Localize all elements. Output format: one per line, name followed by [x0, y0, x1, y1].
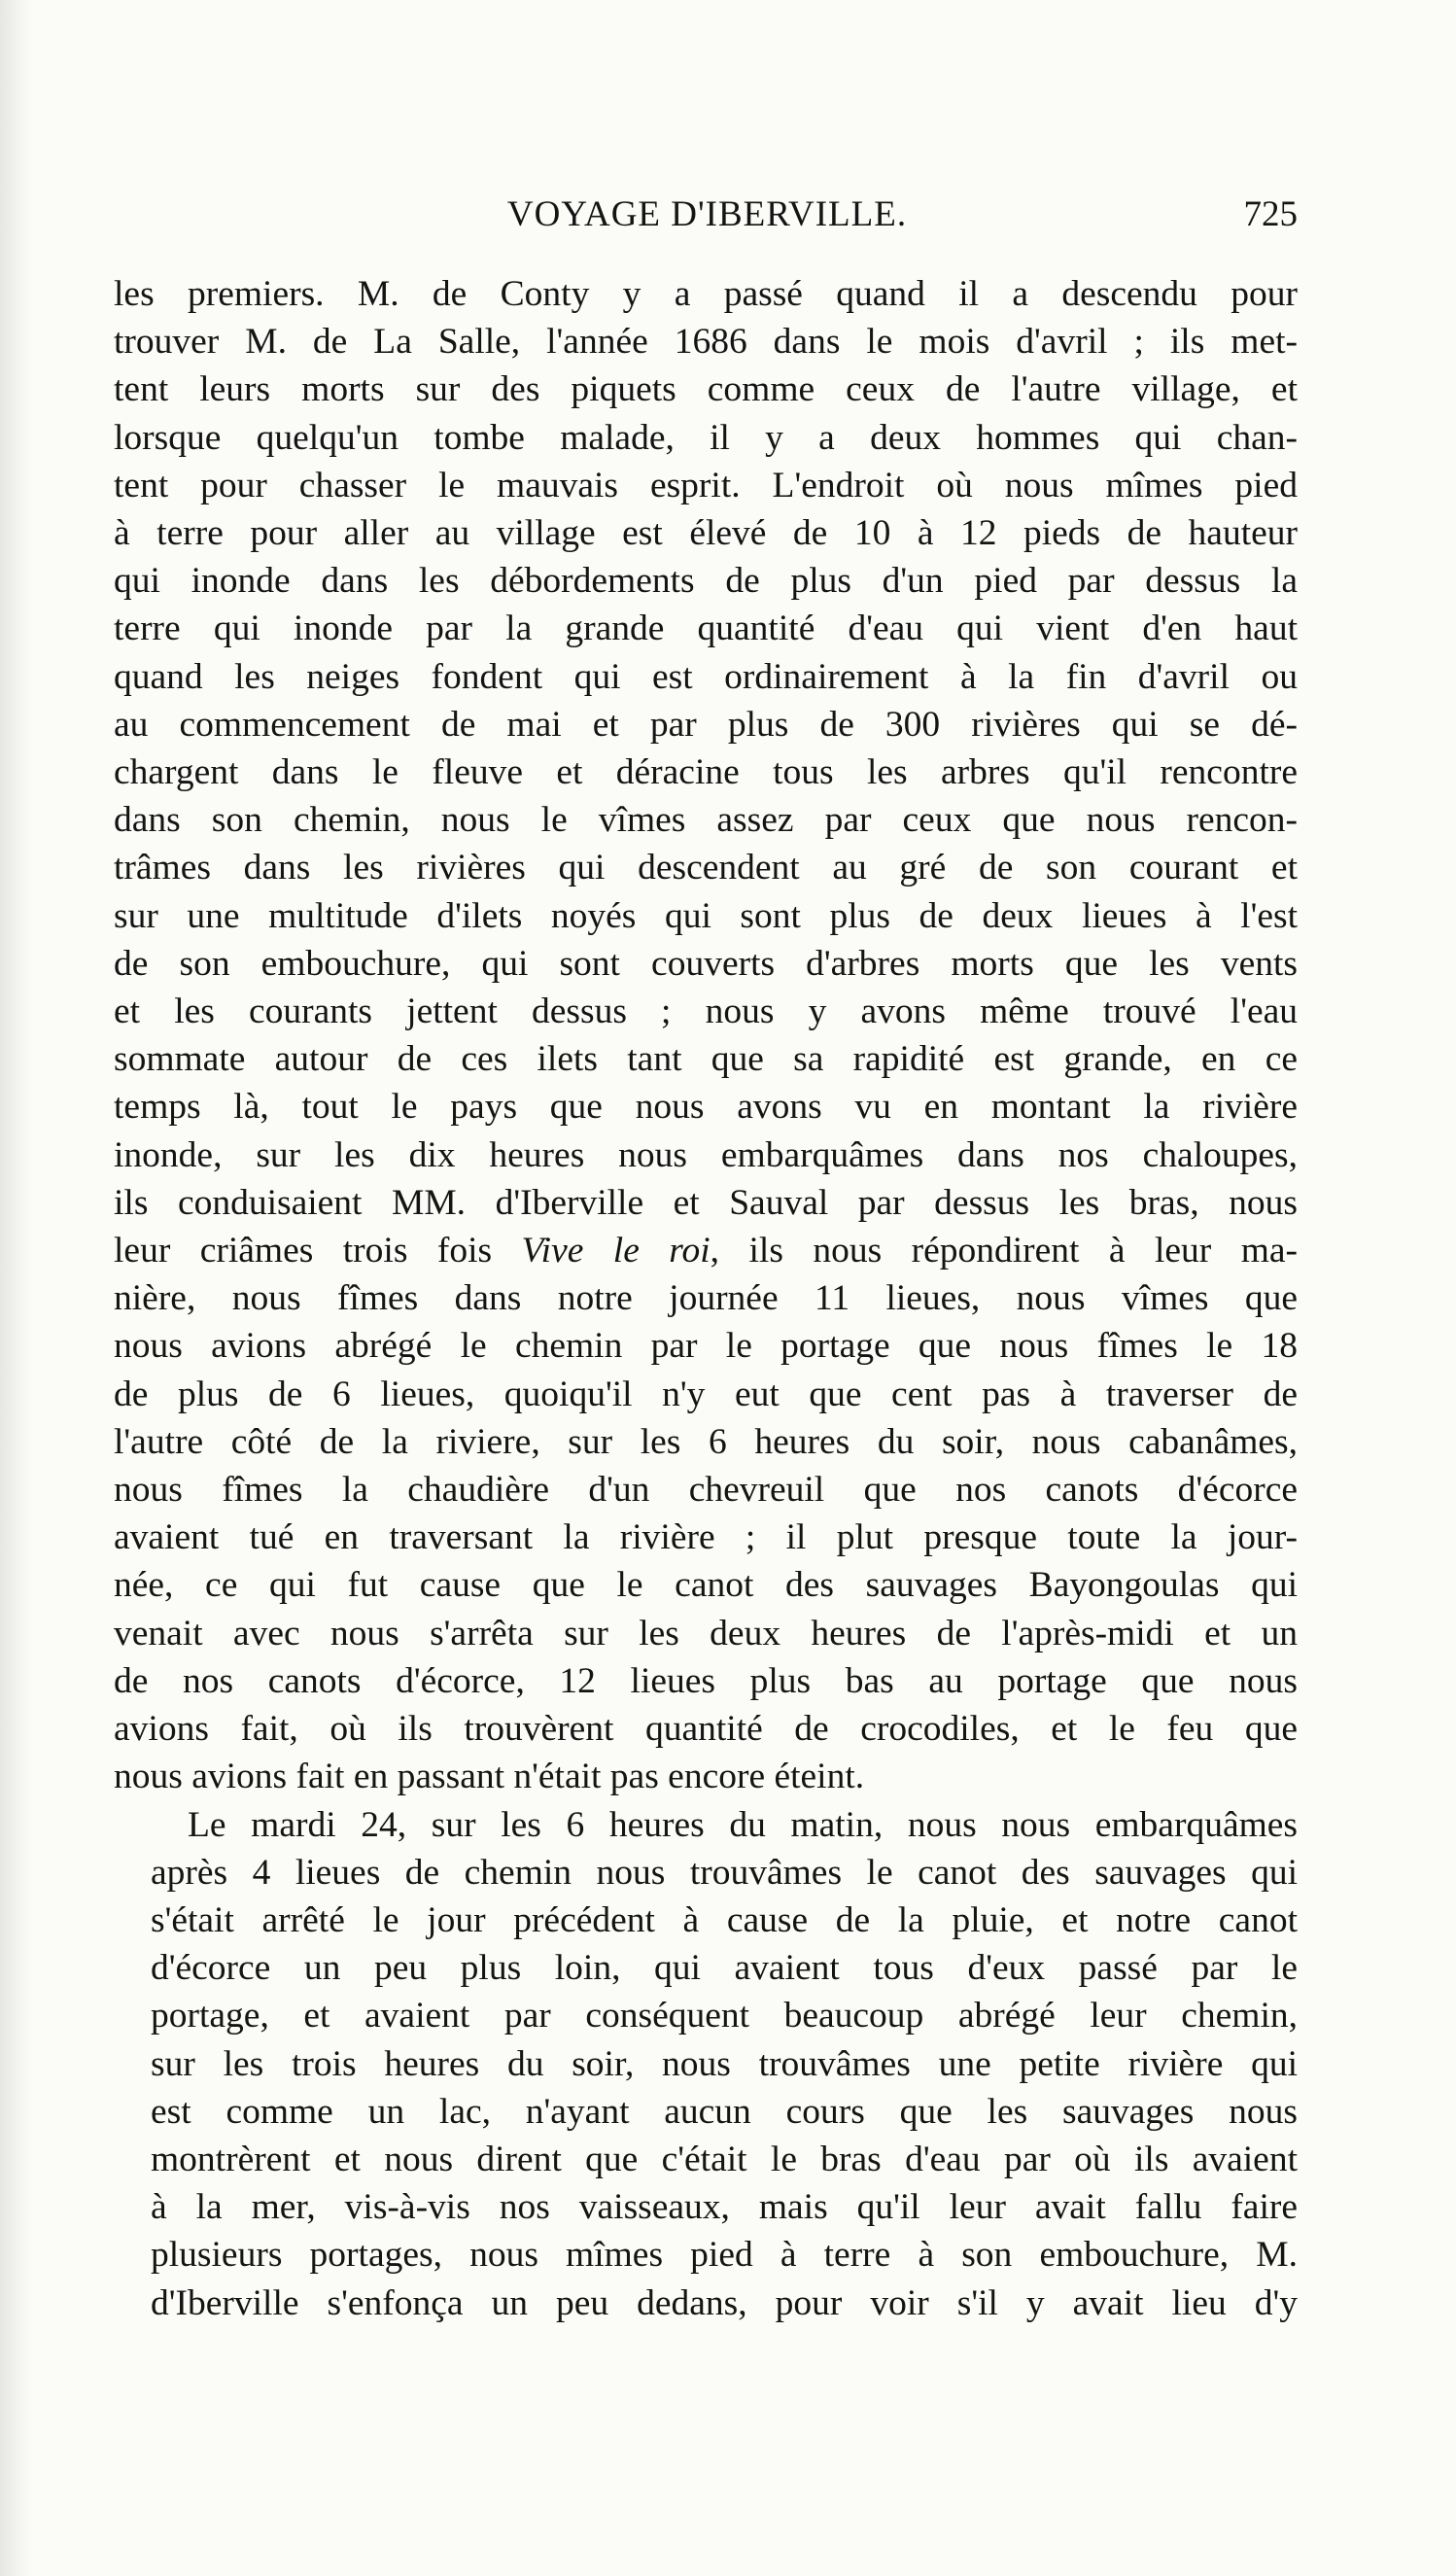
text-line: les premiers. M. de Conty y a passé quand il a descendu pour	[114, 274, 1298, 314]
text-line: dans son chemin, nous le vîmes assez par ceux que nous rencon-	[114, 800, 1298, 841]
page-edge-shadow	[0, 0, 33, 2576]
italic-phrase: Vive le roi	[521, 1231, 711, 1271]
running-title: VOYAGE D'IBERVILLE.	[506, 194, 908, 234]
text-segment: leur criâmes trois fois	[114, 1231, 522, 1271]
text-line: montrèrent et nous dirent que c'était le bras d'eau par où ils avaient	[151, 2139, 1298, 2179]
text-line: à terre pour aller au village est élevé de 10 à 12 pieds de hauteur	[114, 513, 1298, 554]
text-line: l'autre côté de la riviere, sur les 6 heures du soir, nous cabanâmes,	[114, 1421, 1298, 1462]
text-line: sur les trois heures du soir, nous trouvâmes une petite rivière qui	[151, 2043, 1298, 2084]
text-line: née, ce qui fut cause que le canot des sauvages Bayongoulas qui	[114, 1565, 1298, 1606]
text-line: lorsque quelqu'un tombe malade, il y a deux hommes qui chan-	[114, 417, 1298, 458]
text-line: venait avec nous s'arrêta sur les deux heures de l'après-midi et un	[114, 1613, 1298, 1654]
text-line: après 4 lieues de chemin nous trouvâmes le canot des sauvages qui	[151, 1852, 1298, 1893]
page-number: 725	[1243, 194, 1298, 234]
text-line: temps là, tout le pays que nous avons vu en montant la rivière	[114, 1087, 1298, 1128]
text-line: trâmes dans les rivières qui descendent au gré de son courant et	[114, 848, 1298, 888]
text-line: nière, nous fîmes dans notre journée 11 lieues, nous vîmes que	[114, 1278, 1298, 1319]
text-line: avions fait, où ils trouvèrent quantité de crocodiles, et le feu que	[114, 1709, 1298, 1750]
text-segment: , ils nous répondirent à leur ma-	[710, 1231, 1298, 1271]
text-line: à la mer, vis-à-vis nos vaisseaux, mais qu'il leur avait fallu faire	[151, 2187, 1298, 2228]
text-line-with-italic	[114, 1227, 1298, 1274]
text-body	[114, 270, 1298, 2327]
text-line: sommate autour de ces ilets tant que sa rapidité est grande, en ce	[114, 1039, 1298, 1080]
text-line: au commencement de mai et par plus de 300 rivières qui se dé-	[114, 704, 1298, 745]
text-line: est comme un lac, n'ayant aucun cours que les sauvages nous	[151, 2091, 1298, 2132]
text-line: sur une multitude d'ilets noyés qui sont plus de deux lieues à l'est	[114, 895, 1298, 936]
text-line: inonde, sur les dix heures nous embarquâmes dans nos chaloupes,	[114, 1134, 1298, 1175]
text-line: tent pour chasser le mauvais esprit. L'endroit où nous mîmes pied	[114, 465, 1298, 505]
text-line: chargent dans le fleuve et déracine tous les arbres qu'il rencontre	[114, 752, 1298, 793]
text-line: terre qui inonde par la grande quantité d'eau qui vient d'en haut	[114, 609, 1298, 649]
text-line: nous fîmes la chaudière d'un chevreuil que nos canots d'écorce	[114, 1470, 1298, 1511]
paragraph-1	[114, 270, 1298, 1801]
text-line: trouver M. de La Salle, l'année 1686 dans le mois d'avril ; ils met-	[114, 322, 1298, 363]
text-line: et les courants jettent dessus ; nous y avons même trouvé l'eau	[114, 992, 1298, 1032]
text-line: s'était arrêté le jour précédent à cause de la pluie, et notre canot	[151, 1899, 1298, 1940]
text-line: avaient tué en traversant la rivière ; il plut presque toute la jour-	[114, 1517, 1298, 1558]
text-line-first: Le mardi 24, sur les 6 heures du matin, nous nous embarquâmes	[188, 1804, 1298, 1845]
text-line: nous avions abrégé le chemin par le portage que nous fîmes le 18	[114, 1326, 1298, 1367]
paragraph-2	[114, 1801, 1298, 2327]
text-line: portage, et avaient par conséquent beaucoup abrégé leur chemin,	[151, 1996, 1298, 2036]
text-line: de plus de 6 lieues, quoiqu'il n'y eut que cent pas à traverser de	[114, 1374, 1298, 1414]
text-line: tent leurs morts sur des piquets comme ceux de l'autre village, et	[114, 369, 1298, 410]
text-line: quand les neiges fondent qui est ordinairement à la fin d'avril ou	[114, 656, 1298, 697]
page-header	[117, 191, 1298, 238]
text-line: qui inonde dans les débordements de plus d'un pied par dessus la	[114, 561, 1298, 602]
text-line: d'Iberville s'enfonça un peu dedans, pour voir s'il y avait lieu d'y	[151, 2282, 1298, 2323]
text-line: de nos canots d'écorce, 12 lieues plus bas au portage que nous	[114, 1660, 1298, 1701]
text-line: ils conduisaient MM. d'Iberville et Sauval par dessus les bras, nous	[114, 1182, 1298, 1223]
text-line: d'écorce un peu plus loin, qui avaient tous d'eux passé par le	[151, 1948, 1298, 1989]
text-line: plusieurs portages, nous mîmes pied à terre à son embouchure, M.	[151, 2235, 1298, 2276]
text-line: de son embouchure, qui sont couverts d'arbres morts que les vents	[114, 943, 1298, 984]
text-line-last: nous avions fait en passant n'était pas encore éteint.	[114, 1757, 865, 1797]
